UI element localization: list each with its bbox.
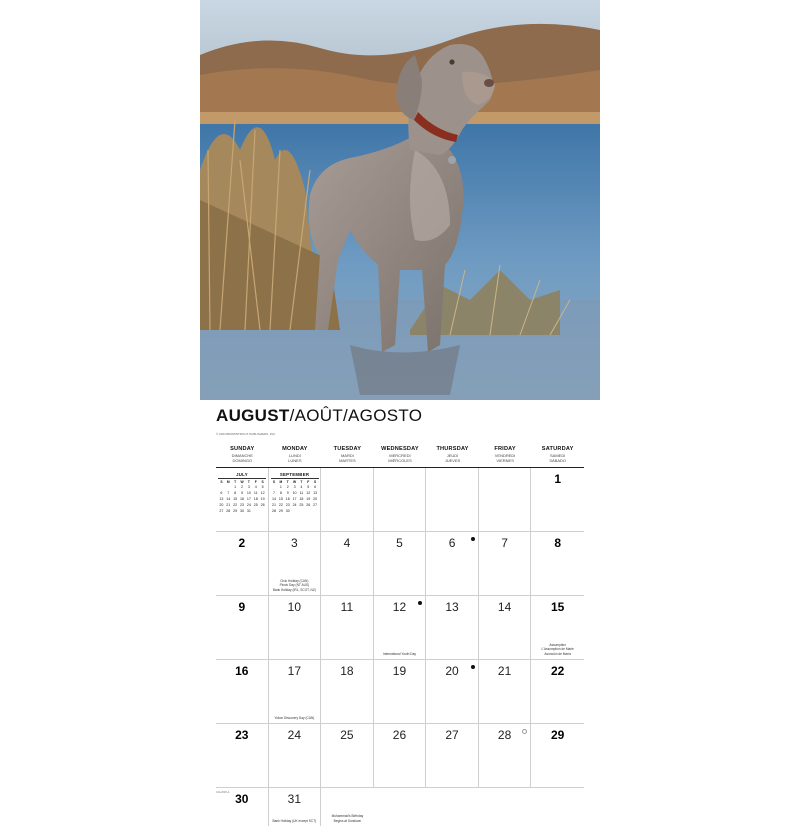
weekday-friday: FRIDAY VENDREDI VIERNES	[494, 446, 516, 463]
mini-calendar-september	[271, 472, 319, 514]
day-cell-22[interactable]	[531, 660, 584, 724]
copyright-text: © 2024 BROWNTROUT PUBLISHERS, INC.	[216, 432, 276, 436]
day-number: 4	[343, 536, 351, 550]
mini-calendar-head: S M T W T F S	[220, 480, 264, 484]
day-number: 19	[392, 664, 407, 678]
mini-calendar-row: 21 22 23 24 25 26 27	[271, 503, 318, 507]
day-number: 18	[340, 664, 354, 678]
day-cell-23[interactable]	[216, 724, 269, 788]
day-cell-31[interactable]	[269, 788, 322, 826]
day-number: 5	[396, 536, 403, 550]
day-cell-5[interactable]	[374, 532, 427, 596]
day-number: 26	[392, 728, 407, 742]
day-number: 24	[287, 728, 302, 742]
calendar-week-4	[216, 660, 584, 724]
mini-calendar-head: S M T W T F S	[272, 480, 317, 484]
day-number: 2	[238, 536, 246, 550]
day-cell-19[interactable]	[374, 660, 427, 724]
mini-calendar-cell-july	[216, 468, 269, 532]
day-number: 22	[550, 664, 565, 678]
day-cell-empty	[321, 468, 374, 532]
day-cell-26[interactable]	[374, 724, 427, 788]
moon-phase-icon	[471, 537, 475, 541]
day-cell-4[interactable]	[321, 532, 374, 596]
mini-calendar-row: 7 8 9 10 11 12 13	[272, 491, 318, 495]
day-cell-28[interactable]	[479, 724, 532, 788]
day-cell-9[interactable]	[216, 596, 269, 660]
day-number: 3	[291, 536, 298, 550]
day-number: 27	[445, 728, 459, 742]
day-number: 16	[235, 664, 249, 678]
month-name-french-spanish: /AOÛT/AGOSTO	[289, 406, 423, 425]
day-cell-2[interactable]	[216, 532, 269, 596]
day-number: 25	[340, 728, 354, 742]
day-number: 11	[340, 600, 354, 614]
holiday-note: Civic Holiday (CAN) Picnic Day (NT AUS) Bank Holiday (IRL, SCOT, NZ)	[272, 579, 316, 592]
mini-calendar-cell-september	[269, 468, 322, 532]
day-cell-12[interactable]	[374, 596, 427, 660]
day-cell-empty	[426, 468, 479, 532]
holiday-note: Bank Holiday (UK except SCT)	[272, 818, 317, 823]
day-number: 8	[554, 536, 561, 550]
calendar-week-6	[216, 788, 584, 826]
day-number: 6	[448, 536, 456, 550]
calendar-week-1	[216, 468, 584, 532]
day-number: 29	[550, 728, 565, 742]
day-number: 28	[497, 728, 512, 742]
day-cell-17[interactable]	[269, 660, 322, 724]
day-number: 12	[392, 600, 407, 614]
mini-calendar-row: 6 7 8 9 10 11 12	[220, 491, 265, 495]
day-cell-27[interactable]	[426, 724, 479, 788]
mini-calendar-title: JULY	[218, 472, 266, 479]
mini-calendar-july	[218, 472, 266, 514]
weekday-saturday: SATURDAY SAMEDI SÁBADO	[541, 446, 574, 463]
mini-calendar-row: 28 29 30	[271, 509, 290, 513]
weekday-monday: MONDAY LUNDI LUNES	[282, 446, 308, 463]
day-cell-21[interactable]	[479, 660, 532, 724]
mini-calendar-row: 1 2 3 4 5	[234, 485, 264, 489]
mini-calendar-row: 14 15 16 17 18 19 20	[271, 497, 318, 501]
day-cell-24[interactable]	[269, 724, 322, 788]
day-number: 30	[235, 792, 249, 806]
weekday-tuesday: TUESDAY MARDI MARTES	[333, 446, 362, 463]
day-cell-18[interactable]	[321, 660, 374, 724]
day-number: 31	[287, 792, 302, 806]
day-number: 9	[238, 600, 246, 614]
month-name-english: AUGUST	[216, 406, 290, 425]
day-cell-16[interactable]	[216, 660, 269, 724]
day-cell-10[interactable]	[269, 596, 322, 660]
day-cell-3[interactable]	[269, 532, 322, 596]
day-number: 17	[287, 664, 302, 678]
mini-calendar-row: 13 14 15 16 17 18 19	[219, 497, 265, 501]
day-cell-13[interactable]	[426, 596, 479, 660]
holiday-note: Muhammad's Birthday Begins at Sundown	[331, 814, 364, 823]
holiday-note-cell	[321, 788, 374, 826]
weekday-sunday: SUNDAY DIMANCHE DOMINGO	[230, 446, 255, 463]
weekday-wednesday: WEDNESDAY MERCREDI MIÉRCOLES	[381, 446, 419, 463]
holiday-note: Yukon Discovery Day (CAN)	[274, 715, 315, 720]
holiday-note: International Youth Day	[382, 651, 416, 656]
weekday-header-row	[216, 443, 584, 468]
day-cell-8[interactable]	[531, 532, 584, 596]
day-cell-14[interactable]	[479, 596, 532, 660]
holiday-note: Assumption L'Assomption de Marie Asunción de María	[541, 643, 574, 656]
day-number: 21	[497, 664, 512, 678]
calendar-week-2	[216, 532, 584, 596]
day-cell-20[interactable]	[426, 660, 479, 724]
day-cell-6[interactable]	[426, 532, 479, 596]
day-cell-empty	[479, 468, 532, 532]
calendar-week-5	[216, 724, 584, 788]
calendar-week-3	[216, 596, 584, 660]
mini-calendar-title: SEPTEMBER	[271, 472, 319, 479]
mini-calendar-row: 20 21 22 23 24 25 26	[219, 503, 265, 507]
day-number: 7	[501, 536, 508, 550]
weimaraner-in-water-image	[200, 0, 600, 400]
day-number: 20	[445, 664, 459, 678]
calendar-grid	[216, 443, 584, 826]
month-title	[216, 406, 422, 426]
moon-phase-icon	[471, 665, 475, 669]
day-cell-15[interactable]	[531, 596, 584, 660]
mini-calendar-row: 1 2 3 4 5 6	[279, 485, 317, 489]
day-number: 10	[287, 600, 302, 614]
day-cell-29[interactable]	[531, 724, 584, 788]
day-cell-25[interactable]	[321, 724, 374, 788]
day-number: 14	[497, 600, 512, 614]
day-number: 1	[554, 472, 561, 486]
page-code: CAL2025-A	[216, 791, 230, 794]
day-cell-7[interactable]	[479, 532, 532, 596]
dog-photo	[200, 0, 600, 400]
day-cell-empty	[374, 468, 427, 532]
day-number: 13	[445, 600, 459, 614]
day-number: 23	[235, 728, 249, 742]
mini-calendar-row: 27 28 29 30 31	[219, 509, 251, 513]
day-number: 15	[550, 600, 565, 614]
day-cell-11[interactable]	[321, 596, 374, 660]
day-cell-1[interactable]	[531, 468, 584, 532]
weekday-thursday: THURSDAY JEUDI JUEVES	[436, 446, 469, 463]
